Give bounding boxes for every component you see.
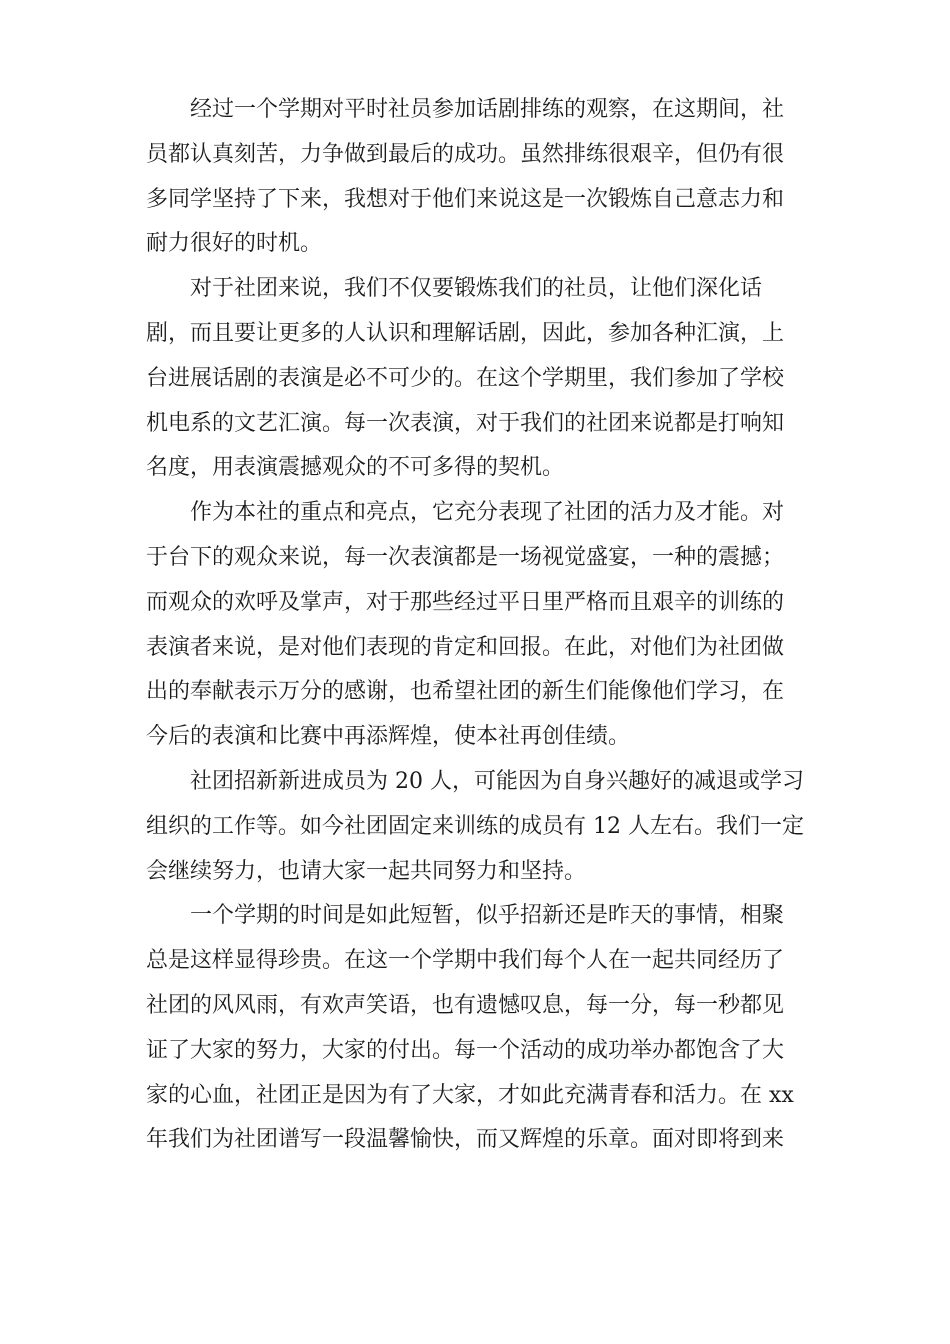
- text-line: 经过一个学期对平时社员参加话剧排练的观察，在这期间，社: [190, 97, 785, 122]
- text-line: 机电系的文艺汇演。每一次表演，对于我们的社团来说都是打响知: [146, 410, 785, 436]
- text-line: 社团的风风雨，有欢声笑语，也有遗憾叹息，每一分，每一秒都见: [146, 992, 785, 1018]
- text-line: 表演者来说，是对他们表现的肯定和回报。在此，对他们为社团做: [146, 634, 785, 660]
- text-line: 作为本社的重点和亮点，它充分表现了社团的活力及才能。对: [190, 500, 785, 526]
- text-line: 家的心血，社团正是因为有了大家，才如此充满青春和活力。在 xx: [146, 1082, 794, 1108]
- text-line: 名度，用表演震撼观众的不可多得的契机。: [146, 455, 565, 481]
- text-line: 而观众的欢呼及掌声，对于那些经过平日里严格而且艰辛的训练的: [146, 589, 785, 615]
- document-body: [146, 88, 804, 1163]
- text-line: 出的奉献表示万分的感谢，也希望社团的新生们能像他们学习，在: [146, 679, 785, 705]
- text-line: 证了大家的努力，大家的付出。每一个活动的成功举办都饱含了大: [146, 1037, 785, 1063]
- text-line: 社团招新新进成员为 20 人，可能因为自身兴趣好的减退或学习: [190, 768, 804, 794]
- text-line: 多同学坚持了下来，我想对于他们来说这是一次锻炼自己意志力和: [146, 186, 785, 212]
- text-line: 员都认真刻苦，力争做到最后的成功。虽然排练很艰辛，但仍有很: [146, 141, 785, 167]
- paragraph-1: [146, 88, 804, 267]
- paragraph-4: [146, 760, 804, 894]
- text-line: 台进展话剧的表演是必不可少的。在这个学期里，我们参加了学校: [146, 365, 785, 391]
- paragraph-3: [146, 491, 804, 760]
- text-line: 组织的工作等。如今社团固定来训练的成员有 12 人左右。我们一定: [146, 813, 804, 839]
- text-line: 年我们为社团谱写一段温馨愉快，而又辉煌的乐章。面对即将到来: [146, 1127, 785, 1153]
- text-line: 总是这样显得珍贵。在这一个学期中我们每个人在一起共同经历了: [146, 948, 785, 974]
- text-line: 剧，而且要让更多的人认识和理解话剧，因此，参加各种汇演，上: [146, 320, 785, 346]
- text-line: 一个学期的时间是如此短暂，似乎招新还是昨天的事情，相聚: [190, 903, 785, 929]
- text-line: 会继续努力，也请大家一起共同努力和坚持。: [146, 858, 587, 884]
- text-line: 今后的表演和比赛中再添辉煌，使本社再创佳绩。: [146, 724, 631, 750]
- text-line: 耐力很好的时机。: [146, 231, 323, 257]
- text-line: 于台下的观众来说，每一次表演都是一场视觉盛宴，一种的震撼；: [146, 544, 785, 570]
- paragraph-2: [146, 267, 804, 491]
- paragraph-5: [146, 894, 804, 1163]
- text-line: 对于社团来说，我们不仅要锻炼我们的社员，让他们深化话: [190, 276, 763, 302]
